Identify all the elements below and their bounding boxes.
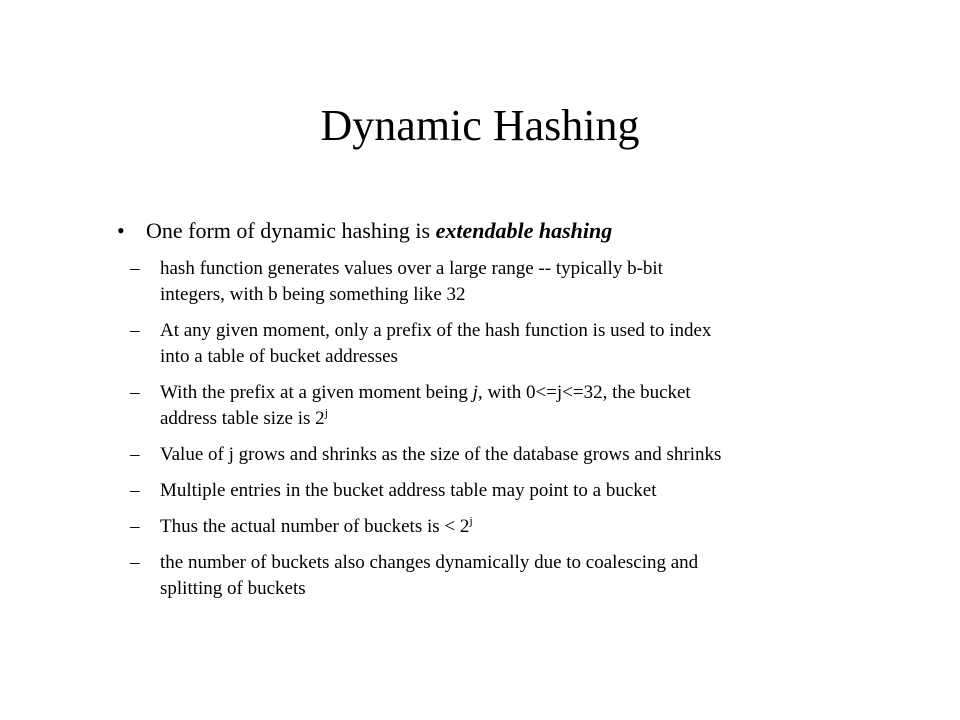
sub-bullet-dash: – xyxy=(130,382,140,403)
sub-bullet-coalescing xyxy=(130,550,890,602)
sub-bullet-line: Value of j grows and shrinks as the size of the database grows and shrinks xyxy=(160,444,722,465)
sub-bullet-line-pre: With the prefix at a given moment being xyxy=(160,382,473,403)
sub-bullet-line: Multiple entries in the bucket address table may point to a bucket xyxy=(160,480,657,501)
sub-bullet-variable: j, xyxy=(472,382,483,403)
superscript: j xyxy=(469,513,473,528)
sub-bullet-line: integers, with b being something like 32 xyxy=(160,284,466,305)
sub-bullet-bucket-count xyxy=(130,514,890,540)
sub-bullet-line: Thus the actual number of buckets is < 2 xyxy=(160,516,470,537)
main-bullet-text-plain: One form of dynamic hashing is xyxy=(146,218,436,243)
slide-title: Dynamic Hashing xyxy=(320,101,640,150)
sub-bullet-line: the number of buckets also changes dynamically due to coalescing and xyxy=(160,552,699,573)
sub-bullet-j-grows xyxy=(130,442,890,468)
superscript: j xyxy=(324,405,328,420)
sub-bullet-list xyxy=(130,256,890,612)
sub-bullet-line: splitting of buckets xyxy=(160,578,306,599)
sub-bullet-dash: – xyxy=(130,552,140,573)
sub-bullet-line: hash function generates values over a large range -- typically b-bit xyxy=(160,258,663,279)
sub-bullet-line: into a table of bucket addresses xyxy=(160,346,398,367)
bullet-dot: • xyxy=(117,218,125,243)
main-bullet-emphasis: extendable hashing xyxy=(435,218,613,243)
sub-bullet-line: address table size is 2 xyxy=(160,408,325,429)
sub-bullet-hash-range xyxy=(130,256,890,308)
sub-bullet-prefix-j xyxy=(130,380,890,432)
sub-bullet-dash: – xyxy=(130,516,140,537)
sub-bullet-dash: – xyxy=(130,480,140,501)
main-bullet-text xyxy=(146,216,612,246)
sub-bullet-multiple-entries xyxy=(130,478,890,504)
sub-bullet-prefix-index xyxy=(130,318,890,370)
sub-bullet-dash: – xyxy=(130,320,140,341)
sub-bullet-line-post: with 0<=j<=32, the bucket xyxy=(482,382,691,403)
sub-bullet-line: At any given moment, only a prefix of the hash function is used to index xyxy=(160,320,712,341)
sub-bullet-dash: – xyxy=(130,258,140,279)
sub-bullet-dash: – xyxy=(130,444,140,465)
